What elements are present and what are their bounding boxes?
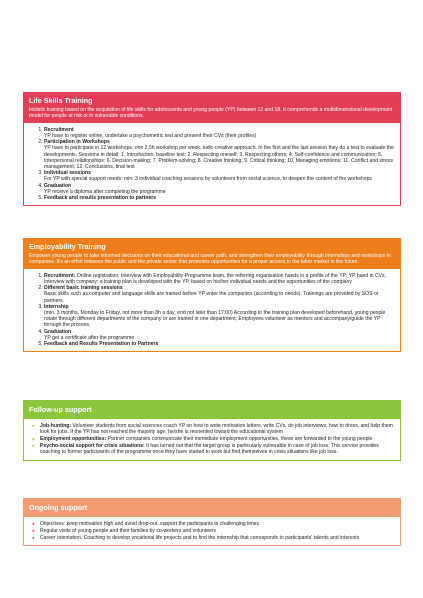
list-item <box>44 139 394 170</box>
followup-title: Follow-up support <box>29 405 92 414</box>
list-item <box>44 170 394 182</box>
item-heading: Participation in Workshops <box>44 139 110 146</box>
employability-description: Empower young people to take informed decisions on their educational and career path, and strengthen their employability through internships and workshops in companies. It's an effort between the public and the private sector that promotes opportunities for a proper access to the labor market in the future. <box>29 253 391 266</box>
item-text: (min. 3 months, Monday to Friday, not more than 8h a day, end not later than 17:00) According to the training plan developed beforehand, young people rotate through different departments of the company or are trained in one department; Employees volunteer as mentors and accompany/guide the YP through the process. <box>44 310 386 329</box>
item-text: Online registration, Interview with Employability Programme team, the referring organisation hands in a profile of the YP; YP hand in CVs, Interview with company: a training plan is developed with the YP, based on his/her individual needs and the opportunities of the company <box>44 272 387 286</box>
item-text: It has turned out that the target group is particularly vulnerable in case of job loss. This service provides coaching to former participants of the programme once they have started to work but find themselves in crisis situations like job loss. <box>40 442 379 455</box>
item-text: Partner companies communicate their immediate employment opportunities, these are forwarded to the young people <box>107 436 373 442</box>
list-item <box>44 329 394 341</box>
item-text: Basic skills such as computer and language skills are trained before YP enter the companies (according to needs). Trainings are provided by SOS or partners. <box>44 291 379 304</box>
life-skills-description: Holistic training based on the acquisition of life skills for adolescents and young people (YP) between 12 and 18. It comprehends a multidimensional development model for people at risk or in vulnerable conditions. <box>29 107 393 120</box>
item-text: YP get a certificate after the programme <box>44 334 135 341</box>
item-heading: Recruitment: <box>44 272 76 279</box>
item-text: YP have to register online, undertake a psychometric test and present their CVs (their profiles) <box>44 133 257 140</box>
list-item <box>44 183 394 195</box>
item-text: For YP with special support needs: min. 3 individual coaching sessions by volunteers from social science, to deepen the content of the workshops <box>44 176 372 183</box>
life-skills-section <box>23 92 401 206</box>
item-heading: Recruitment <box>44 126 74 133</box>
followup-body <box>23 419 401 461</box>
item-heading: Feedback and Results Presentation to Partners <box>44 341 159 348</box>
item-heading: Job-hunting: <box>40 423 72 429</box>
item-text: Regular visits of young people and their families by co-workers and volunteers <box>40 527 217 534</box>
item-heading: Individual sessions <box>44 170 91 177</box>
list-item <box>44 273 394 285</box>
followup-list <box>30 423 394 455</box>
item-heading: Employment opportunities: <box>40 436 107 442</box>
list-item <box>40 443 394 455</box>
list-item <box>44 285 394 304</box>
employability-body <box>23 269 401 352</box>
list-item <box>44 341 394 347</box>
followup-header <box>23 400 401 419</box>
list-item <box>44 195 394 201</box>
item-text: Volunteer students from social sciences coach YP on how to write motivation letters, write CVs, do job interviews, how to dress, and help them look for jobs. If the YP has not reached the majority age, he/she is reoriented toward the educational system <box>40 423 393 436</box>
ongoing-section <box>23 498 401 546</box>
list-item <box>40 521 394 527</box>
item-heading: Internship <box>44 303 69 310</box>
item-text: Objectives: keep motivation high and avoid drop-out, support the participants in challenging times <box>40 521 260 527</box>
list-item <box>44 304 394 329</box>
employability-list <box>30 273 394 347</box>
list-item <box>40 423 394 435</box>
ongoing-header <box>23 498 401 517</box>
employability-section <box>23 238 401 352</box>
ongoing-body <box>23 517 401 546</box>
list-item <box>40 535 394 541</box>
list-item <box>40 436 394 442</box>
list-item <box>44 127 394 139</box>
employability-title: Employability Training <box>29 242 106 251</box>
list-item <box>40 528 394 534</box>
item-heading: Graduation <box>44 328 72 335</box>
item-text: Career orientation, Coaching to develop vocational life projects and to find the internship that corresponds to participants' talents and interests <box>40 534 360 541</box>
life-skills-list <box>30 127 394 201</box>
item-heading: Different basic training sessions <box>44 285 123 292</box>
ongoing-title: Ongoing support <box>29 503 88 512</box>
followup-section <box>23 400 401 461</box>
life-skills-title: Life Skills Training <box>29 96 93 105</box>
item-text: YP receive a diploma after completing the programme <box>44 188 166 195</box>
item-heading: Psycho-social support for crisis situations: <box>40 442 145 449</box>
item-heading: Graduation <box>44 182 72 189</box>
ongoing-list <box>30 521 394 541</box>
life-skills-body <box>23 123 401 206</box>
item-heading: Feedback and results presentation to partners <box>44 195 157 202</box>
life-skills-header <box>23 92 401 123</box>
employability-header <box>23 238 401 269</box>
item-text: YP have to participate in 12 workshops, one 2,5h workshop per week, ludic-creative approach. In the first and the last session they do a test to evaluate the developments. Sessions in detail: 1. Introduction, baseline test; 2. Respecting oneself; 3. Respecting others; 4. Self-confidence and communication; 5. Interpersonal relationships; 6. Decision-making; 7. Problem-solving; 8. Creative thinking; 9. Critical thinking; 10. Managing emotions; 11. Conflict and stress management; 12. Conclusions, final test <box>44 145 394 171</box>
